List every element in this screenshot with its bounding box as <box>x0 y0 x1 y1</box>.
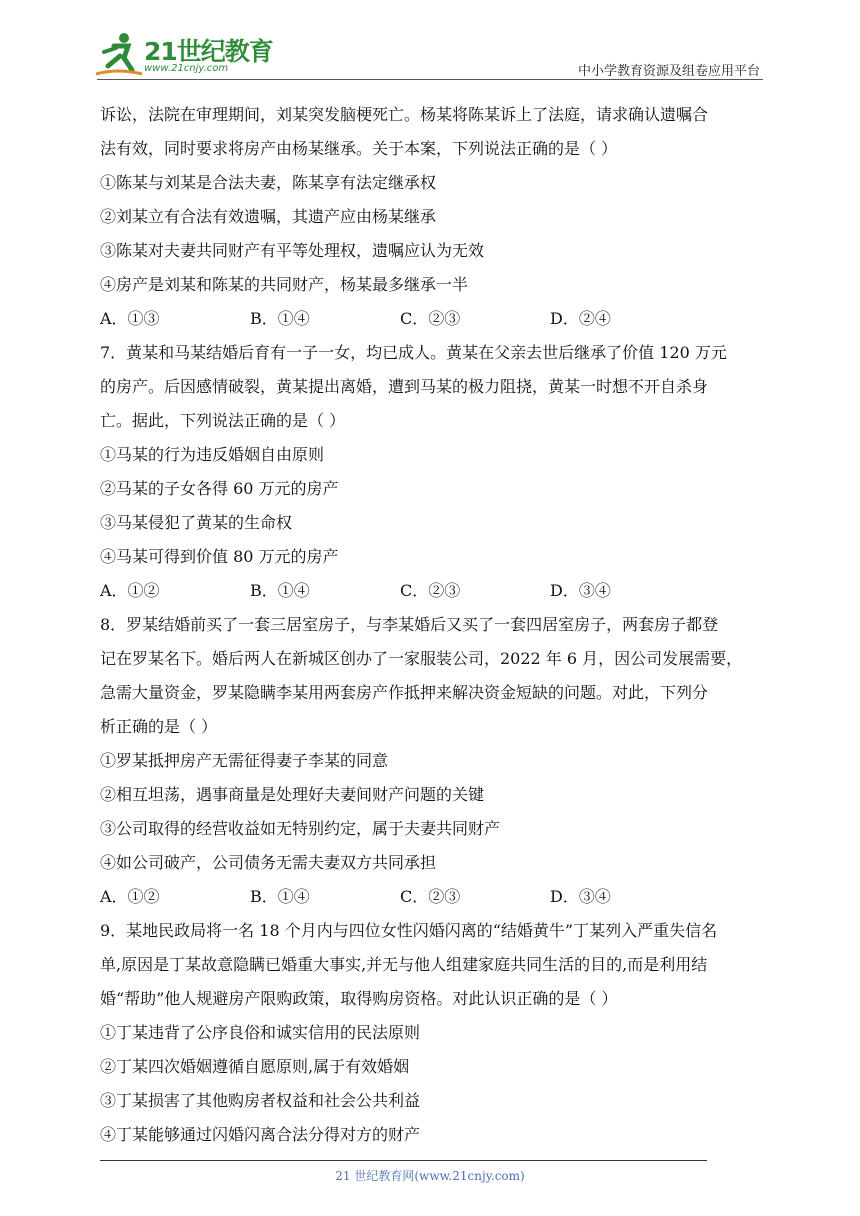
question-8: 8．罗某结婚前买了一套三居室房子，与李某婚后又买了一套四居室房子，两套房子都登 <box>100 615 719 634</box>
option-line: ①马某的行为违反婚姻自由原则 <box>100 445 325 464</box>
option-line: ②刘某立有合法有效遗嘱，其遗产应由杨某继承 <box>100 207 437 226</box>
option-line: ①丁某违背了公序良俗和诚实信用的民法原则 <box>100 1023 421 1042</box>
page-header <box>0 0 860 86</box>
choice-a: A．①③ <box>100 309 160 328</box>
choice-a: A．①② <box>100 581 160 600</box>
text-line: 法有效，同时要求将房产由杨某继承。关于本案，下列说法正确的是（ ） <box>100 139 618 158</box>
text-line: 亡。据此，下列说法正确的是（ ） <box>100 411 346 430</box>
option-line: ③公司取得的经营收益如无特别约定，属于夫妻共同财产 <box>100 819 501 838</box>
choice-d: D．③④ <box>550 581 611 600</box>
option-line: ②马某的子女各得 60 万元的房产 <box>100 479 339 498</box>
text-line: 单,原因是丁某故意隐瞒已婚重大事实,并无与他人组建家庭共同生活的目的,而是利用结 <box>100 955 708 974</box>
option-line: ④马某可得到价值 80 万元的房产 <box>100 547 339 566</box>
question-7: 7．黄某和马某结婚后育有一子一女，均已成人。黄某在父亲去世后继承了价值 120 万元 <box>100 343 727 362</box>
logo-text: 21世纪教育 <box>144 37 273 66</box>
option-line: ④如公司破产，公司债务无需夫妻双方共同承担 <box>100 853 437 872</box>
choice-d: D．②④ <box>550 309 611 328</box>
question-content <box>100 98 762 1152</box>
answer-choices <box>100 574 762 608</box>
option-line: ②丁某四次婚姻遵循自愿原则,属于有效婚姻 <box>100 1057 410 1076</box>
header-platform-text: 中小学教育资源及组卷应用平台 <box>577 64 760 79</box>
choice-b: B．①④ <box>250 581 310 600</box>
header-divider <box>97 79 763 80</box>
choice-b: B．①④ <box>250 309 310 328</box>
choice-c: C．②③ <box>400 581 461 600</box>
choice-b: B．①④ <box>250 887 310 906</box>
choice-c: C．②③ <box>400 887 461 906</box>
runner-logo-icon <box>94 30 144 78</box>
option-line: ①罗某抵押房产无需征得妻子李某的同意 <box>100 751 389 770</box>
choice-d: D．③④ <box>550 887 611 906</box>
text-line: 记在罗某名下。婚后两人在新城区创办了一家服装公司，2022 年 6 月，因公司发展需要， <box>100 649 743 668</box>
footer-divider <box>100 1160 707 1161</box>
choice-a: A．①② <box>100 887 160 906</box>
answer-choices <box>100 880 762 914</box>
answer-choices <box>100 302 762 336</box>
option-line: ③陈某对夫妻共同财产有平等处理权，遗嘱应认为无效 <box>100 241 485 260</box>
option-line: ③丁某损害了其他购房者权益和社会公共利益 <box>100 1091 421 1110</box>
option-line: ②相互坦荡，遇事商量是处理好夫妻间财产问题的关键 <box>100 785 485 804</box>
text-line: 急需大量资金，罗某隐瞒李某用两套房产作抵押来解决资金短缺的问题。对此，下列分 <box>100 683 709 702</box>
choice-c: C．②③ <box>400 309 461 328</box>
text-line: 诉讼，法院在审理期间，刘某突发脑梗死亡。杨某将陈某诉上了法庭，请求确认遗嘱合 <box>100 105 709 124</box>
footer-text: 21 世纪教育网(www.21cnjy.com) <box>335 1169 525 1183</box>
text-line: 的房产。后因感情破裂，黄某提出离婚，遭到马某的极力阻挠，黄某一时想不开自杀身 <box>100 377 709 396</box>
question-9: 9．某地民政局将一名 18 个月内与四位女性闪婚闪离的“结婚黄牛”丁某列入严重失信名 <box>100 921 718 940</box>
option-line: ③马某侵犯了黄某的生命权 <box>100 513 293 532</box>
logo-url: www.21cnjy.com <box>144 63 229 74</box>
text-line: 析正确的是（ ） <box>100 717 218 736</box>
option-line: ④房产是刘某和陈某的共同财产，杨某最多继承一半 <box>100 275 469 294</box>
option-line: ④丁某能够通过闪婚闪离合法分得对方的财产 <box>100 1125 421 1144</box>
option-line: ①陈某与刘某是合法夫妻，陈某享有法定继承权 <box>100 173 437 192</box>
text-line: 婚“帮助”他人规避房产限购政策，取得购房资格。对此认识正确的是（ ） <box>100 989 618 1008</box>
logo <box>94 30 273 78</box>
